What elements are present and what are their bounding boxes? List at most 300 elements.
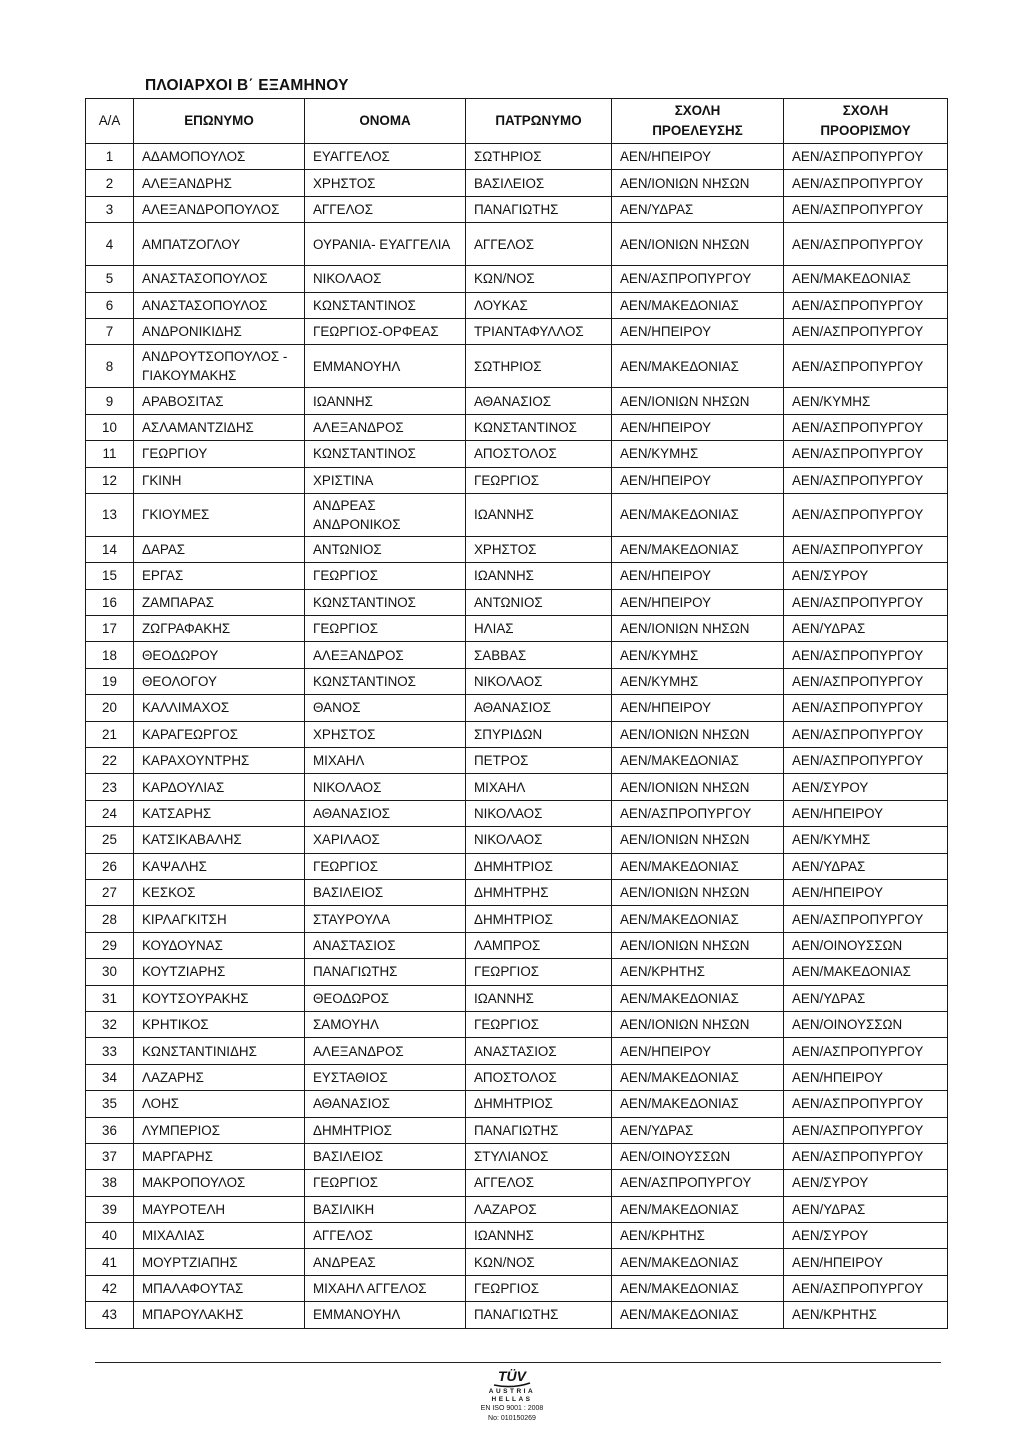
name-cell: ΑΝΑΣΤΑΣΙΟΣ	[305, 932, 466, 958]
row-number: 36	[86, 1117, 134, 1143]
surname-cell: ΑΝΔΡΟΥΤΣΟΠΟΥΛΟΣ - ΓΙΑΚΟΥΜΑΚΗΣ	[134, 345, 305, 388]
row-number: 23	[86, 774, 134, 800]
name-cell: ΓΕΩΡΓΙΟΣ	[305, 563, 466, 589]
name-cell: ΚΩΝΣΤΑΝΤΙΝΟΣ	[305, 668, 466, 694]
father-name-cell: ΑΘΑΝΑΣΙΟΣ	[466, 388, 612, 414]
father-name-cell: ΔΗΜΗΤΡΙΟΣ	[466, 853, 612, 879]
destination-school-cell: ΑΕΝ/ΚΡΗΤΗΣ	[784, 1302, 948, 1328]
father-name-cell: ΚΩΝ/ΝΟΣ	[466, 266, 612, 292]
row-number: 22	[86, 748, 134, 774]
father-name-cell: ΗΛΙΑΣ	[466, 616, 612, 642]
table-row	[86, 318, 948, 344]
students-table	[85, 98, 948, 1329]
col-header-surname: ΕΠΩΝΥΜΟ	[134, 99, 305, 144]
brand-line-hellas: HELLAS	[491, 1396, 533, 1403]
origin-school-cell: ΑΕΝ/ΙΟΝΙΩΝ ΝΗΣΩΝ	[612, 1011, 784, 1037]
col-header-father: ΠΑΤΡΩΝΥΜΟ	[466, 99, 612, 144]
origin-school-cell: ΑΕΝ/ΜΑΚΕΔΟΝΙΑΣ	[612, 853, 784, 879]
origin-school-cell: ΑΕΝ/ΚΡΗΤΗΣ	[612, 959, 784, 985]
origin-school-cell: ΑΕΝ/ΜΑΚΕΔΟΝΙΑΣ	[612, 1091, 784, 1117]
destination-school-cell: ΑΕΝ/ΣΥΡΟΥ	[784, 1223, 948, 1249]
destination-school-cell: ΑΕΝ/ΥΔΡΑΣ	[784, 985, 948, 1011]
destination-school-cell: ΑΕΝ/ΑΣΠΡΟΠΥΡΓΟΥ	[784, 589, 948, 615]
row-number: 6	[86, 292, 134, 318]
father-name-cell: ΝΙΚΟΛΑΟΣ	[466, 668, 612, 694]
cert-standard: EN ISO 9001 : 2008	[480, 1405, 544, 1412]
father-name-cell: ΝΙΚΟΛΑΟΣ	[466, 827, 612, 853]
row-number: 10	[86, 414, 134, 440]
surname-cell: ΓΕΩΡΓΙΟΥ	[134, 441, 305, 467]
destination-school-cell: ΑΕΝ/ΗΠΕΙΡΟΥ	[784, 800, 948, 826]
table-row	[86, 414, 948, 440]
origin-school-cell: ΑΕΝ/ΙΟΝΙΩΝ ΝΗΣΩΝ	[612, 721, 784, 747]
row-number: 37	[86, 1143, 134, 1169]
row-number: 5	[86, 266, 134, 292]
name-cell: ΧΡΗΣΤΟΣ	[305, 721, 466, 747]
tuv-logo-icon	[488, 1368, 536, 1388]
father-name-cell: ΝΙΚΟΛΑΟΣ	[466, 800, 612, 826]
row-number: 19	[86, 668, 134, 694]
table-row	[86, 1170, 948, 1196]
father-name-cell: ΣΩΤΗΡΙΟΣ	[466, 144, 612, 170]
father-name-cell: ΠΑΝΑΓΙΩΤΗΣ	[466, 1117, 612, 1143]
row-number: 35	[86, 1091, 134, 1117]
col-header-name: ΟΝΟΜΑ	[305, 99, 466, 144]
name-cell: ΧΡΗΣΤΟΣ	[305, 170, 466, 196]
table-row	[86, 1302, 948, 1328]
row-number: 27	[86, 879, 134, 905]
father-name-cell: ΣΠΥΡΙΔΩΝ	[466, 721, 612, 747]
table-row	[86, 985, 948, 1011]
father-name-cell: ΑΘΑΝΑΣΙΟΣ	[466, 695, 612, 721]
destination-school-cell: ΑΕΝ/ΟΙΝΟΥΣΣΩΝ	[784, 932, 948, 958]
table-row	[86, 748, 948, 774]
destination-school-cell: ΑΕΝ/ΑΣΠΡΟΠΥΡΓΟΥ	[784, 441, 948, 467]
surname-cell: ΜΠΑΡΟΥΛΑΚΗΣ	[134, 1302, 305, 1328]
origin-school-cell: ΑΕΝ/ΑΣΠΡΟΠΥΡΓΟΥ	[612, 1170, 784, 1196]
origin-school-cell: ΑΕΝ/ΚΥΜΗΣ	[612, 441, 784, 467]
origin-school-cell: ΑΕΝ/ΚΥΜΗΣ	[612, 668, 784, 694]
surname-cell: ΖΩΓΡΑΦΑΚΗΣ	[134, 616, 305, 642]
surname-cell: ΘΕΟΔΩΡΟΥ	[134, 642, 305, 668]
father-name-cell: ΧΡΗΣΤΟΣ	[466, 536, 612, 562]
row-number: 20	[86, 695, 134, 721]
father-name-cell: ΒΑΣΙΛΕΙΟΣ	[466, 170, 612, 196]
father-name-cell: ΙΩΑΝΝΗΣ	[466, 563, 612, 589]
destination-school-cell: ΑΕΝ/ΑΣΠΡΟΠΥΡΓΟΥ	[784, 1275, 948, 1301]
table-row	[86, 642, 948, 668]
destination-school-cell: ΑΕΝ/ΑΣΠΡΟΠΥΡΓΟΥ	[784, 292, 948, 318]
name-cell: ΟΥΡΑΝΙΑ- ΕΥΑΓΓΕΛΙΑ	[305, 223, 466, 266]
row-number: 4	[86, 223, 134, 266]
destination-school-cell: ΑΕΝ/ΑΣΠΡΟΠΥΡΓΟΥ	[784, 1117, 948, 1143]
origin-school-cell: ΑΕΝ/ΜΑΚΕΔΟΝΙΑΣ	[612, 493, 784, 536]
name-cell: ΠΑΝΑΓΙΩΤΗΣ	[305, 959, 466, 985]
origin-school-cell: ΑΕΝ/ΙΟΝΙΩΝ ΝΗΣΩΝ	[612, 932, 784, 958]
name-cell: ΓΕΩΡΓΙΟΣ-ΟΡΦΕΑΣ	[305, 318, 466, 344]
destination-school-cell: ΑΕΝ/ΑΣΠΡΟΠΥΡΓΟΥ	[784, 721, 948, 747]
destination-school-cell: ΑΕΝ/ΑΣΠΡΟΠΥΡΓΟΥ	[784, 748, 948, 774]
origin-school-cell: ΑΕΝ/ΙΟΝΙΩΝ ΝΗΣΩΝ	[612, 223, 784, 266]
destination-school-cell: ΑΕΝ/ΑΣΠΡΟΠΥΡΓΟΥ	[784, 493, 948, 536]
table-row	[86, 1091, 948, 1117]
col-header-origin	[612, 99, 784, 144]
name-cell: ΑΝΔΡΕΑΣ	[305, 1249, 466, 1275]
name-cell: ΑΘΑΝΑΣΙΟΣ	[305, 800, 466, 826]
surname-cell: ΓΚΙΝΗ	[134, 467, 305, 493]
name-cell: ΝΙΚΟΛΑΟΣ	[305, 774, 466, 800]
table-row	[86, 1011, 948, 1037]
table-row	[86, 668, 948, 694]
surname-cell: ΘΕΟΛΟΓΟΥ	[134, 668, 305, 694]
surname-cell: ΜΑΡΓΑΡΗΣ	[134, 1143, 305, 1169]
row-number: 28	[86, 906, 134, 932]
father-name-cell: ΓΕΩΡΓΙΟΣ	[466, 467, 612, 493]
origin-school-cell: ΑΕΝ/ΜΑΚΕΔΟΝΙΑΣ	[612, 1302, 784, 1328]
father-name-cell: ΙΩΑΝΝΗΣ	[466, 1223, 612, 1249]
row-number: 9	[86, 388, 134, 414]
father-name-cell: ΙΩΑΝΝΗΣ	[466, 985, 612, 1011]
surname-cell: ΚΟΥΤΣΟΥΡΑΚΗΣ	[134, 985, 305, 1011]
name-cell: ΑΛΕΞΑΝΔΡΟΣ	[305, 642, 466, 668]
row-number: 30	[86, 959, 134, 985]
row-number: 24	[86, 800, 134, 826]
table-row	[86, 170, 948, 196]
table-row	[86, 441, 948, 467]
origin-school-cell: ΑΕΝ/ΥΔΡΑΣ	[612, 196, 784, 222]
origin-school-cell: ΑΕΝ/ΜΑΚΕΔΟΝΙΑΣ	[612, 292, 784, 318]
name-cell: ΕΥΣΤΑΘΙΟΣ	[305, 1064, 466, 1090]
destination-school-cell: ΑΕΝ/ΥΔΡΑΣ	[784, 616, 948, 642]
row-number: 17	[86, 616, 134, 642]
surname-cell: ΚΙΡΛΑΓΚΙΤΣΗ	[134, 906, 305, 932]
name-cell: ΕΥΑΓΓΕΛΟΣ	[305, 144, 466, 170]
destination-school-cell: ΑΕΝ/ΑΣΠΡΟΠΥΡΓΟΥ	[784, 1038, 948, 1064]
origin-school-cell: ΑΕΝ/ΜΑΚΕΔΟΝΙΑΣ	[612, 985, 784, 1011]
origin-school-cell: ΑΕΝ/ΚΡΗΤΗΣ	[612, 1223, 784, 1249]
row-number: 29	[86, 932, 134, 958]
father-name-cell: ΔΗΜΗΤΡΙΟΣ	[466, 1091, 612, 1117]
origin-school-cell: ΑΕΝ/ΑΣΠΡΟΠΥΡΓΟΥ	[612, 266, 784, 292]
father-name-cell: ΚΩΝ/ΝΟΣ	[466, 1249, 612, 1275]
destination-school-cell: ΑΕΝ/ΟΙΝΟΥΣΣΩΝ	[784, 1011, 948, 1037]
row-number: 42	[86, 1275, 134, 1301]
father-name-cell: ΑΓΓΕΛΟΣ	[466, 223, 612, 266]
origin-school-cell: ΑΕΝ/ΗΠΕΙΡΟΥ	[612, 414, 784, 440]
surname-cell: ΑΛΕΞΑΝΔΡΗΣ	[134, 170, 305, 196]
name-cell: ΙΩΑΝΝΗΣ	[305, 388, 466, 414]
origin-school-cell: ΑΕΝ/ΙΟΝΙΩΝ ΝΗΣΩΝ	[612, 879, 784, 905]
surname-cell: ΚΑΛΛΙΜΑΧΟΣ	[134, 695, 305, 721]
table-row	[86, 345, 948, 388]
surname-cell: ΚΕΣΚΟΣ	[134, 879, 305, 905]
tuv-logo-text: TÜV	[498, 1368, 526, 1384]
origin-school-cell: ΑΕΝ/ΜΑΚΕΔΟΝΙΑΣ	[612, 1275, 784, 1301]
table-row	[86, 1064, 948, 1090]
row-number: 18	[86, 642, 134, 668]
col-header-destination	[784, 99, 948, 144]
row-number: 39	[86, 1196, 134, 1222]
row-number: 3	[86, 196, 134, 222]
name-cell: ΑΝΔΡΕΑΣ ΑΝΔΡΟΝΙΚΟΣ	[305, 493, 466, 536]
col-header-destination-line2: ΠΡΟΟΡΙΣΜΟΥ	[820, 123, 911, 138]
footer-divider	[95, 1362, 941, 1363]
surname-cell: ΚΑΤΣΑΡΗΣ	[134, 800, 305, 826]
footer-certification	[462, 1368, 562, 1424]
col-header-destination-line1: ΣΧΟΛΗ	[842, 103, 889, 118]
row-number: 13	[86, 493, 134, 536]
father-name-cell: ΣΤΥΛΙΑΝΟΣ	[466, 1143, 612, 1169]
destination-school-cell: ΑΕΝ/ΑΣΠΡΟΠΥΡΓΟΥ	[784, 642, 948, 668]
surname-cell: ΚΑΤΣΙΚΑΒΑΛΗΣ	[134, 827, 305, 853]
table-row	[86, 1223, 948, 1249]
surname-cell: ΑΡΑΒΟΣΙΤΑΣ	[134, 388, 305, 414]
father-name-cell: ΔΗΜΗΤΡΙΟΣ	[466, 906, 612, 932]
destination-school-cell: ΑΕΝ/ΑΣΠΡΟΠΥΡΓΟΥ	[784, 144, 948, 170]
table-row	[86, 1038, 948, 1064]
destination-school-cell: ΑΕΝ/ΗΠΕΙΡΟΥ	[784, 879, 948, 905]
destination-school-cell: ΑΕΝ/ΑΣΠΡΟΠΥΡΓΟΥ	[784, 668, 948, 694]
origin-school-cell: ΑΕΝ/ΟΙΝΟΥΣΣΩΝ	[612, 1143, 784, 1169]
destination-school-cell: ΑΕΝ/ΥΔΡΑΣ	[784, 1196, 948, 1222]
surname-cell: ΜΟΥΡΤΖΙΑΠΗΣ	[134, 1249, 305, 1275]
father-name-cell: ΛΑΖΑΡΟΣ	[466, 1196, 612, 1222]
origin-school-cell: ΑΕΝ/ΙΟΝΙΩΝ ΝΗΣΩΝ	[612, 170, 784, 196]
row-number: 2	[86, 170, 134, 196]
table-row	[86, 774, 948, 800]
surname-cell: ΜΙΧΑΛΙΑΣ	[134, 1223, 305, 1249]
name-cell: ΒΑΣΙΛΕΙΟΣ	[305, 1143, 466, 1169]
surname-cell: ΚΡΗΤΙΚΟΣ	[134, 1011, 305, 1037]
name-cell: ΜΙΧΑΗΛ ΑΓΓΕΛΟΣ	[305, 1275, 466, 1301]
name-cell: ΓΕΩΡΓΙΟΣ	[305, 1170, 466, 1196]
row-number: 1	[86, 144, 134, 170]
table-row	[86, 800, 948, 826]
table-row	[86, 1143, 948, 1169]
destination-school-cell: ΑΕΝ/ΥΔΡΑΣ	[784, 853, 948, 879]
destination-school-cell: ΑΕΝ/ΜΑΚΕΔΟΝΙΑΣ	[784, 266, 948, 292]
origin-school-cell: ΑΕΝ/ΗΠΕΙΡΟΥ	[612, 318, 784, 344]
name-cell: ΝΙΚΟΛΑΟΣ	[305, 266, 466, 292]
destination-school-cell: ΑΕΝ/ΣΥΡΟΥ	[784, 1170, 948, 1196]
father-name-cell: ΣΩΤΗΡΙΟΣ	[466, 345, 612, 388]
name-cell: ΧΡΙΣΤΙΝΑ	[305, 467, 466, 493]
destination-school-cell: ΑΕΝ/ΑΣΠΡΟΠΥΡΓΟΥ	[784, 906, 948, 932]
table-row	[86, 879, 948, 905]
origin-school-cell: ΑΕΝ/ΙΟΝΙΩΝ ΝΗΣΩΝ	[612, 774, 784, 800]
name-cell: ΒΑΣΙΛΕΙΟΣ	[305, 879, 466, 905]
destination-school-cell: ΑΕΝ/ΣΥΡΟΥ	[784, 774, 948, 800]
table-row	[86, 196, 948, 222]
table-row	[86, 493, 948, 536]
row-number: 16	[86, 589, 134, 615]
surname-cell: ΑΔΑΜΟΠΟΥΛΟΣ	[134, 144, 305, 170]
table-row	[86, 223, 948, 266]
table-row	[86, 827, 948, 853]
row-number: 38	[86, 1170, 134, 1196]
name-cell: ΒΑΣΙΛΙΚΗ	[305, 1196, 466, 1222]
table-row	[86, 1275, 948, 1301]
father-name-cell: ΚΩΝΣΤΑΝΤΙΝΟΣ	[466, 414, 612, 440]
destination-school-cell: ΑΕΝ/ΑΣΠΡΟΠΥΡΓΟΥ	[784, 1143, 948, 1169]
surname-cell: ΑΝΑΣΤΑΣΟΠΟΥΛΟΣ	[134, 266, 305, 292]
name-cell: ΓΕΩΡΓΙΟΣ	[305, 616, 466, 642]
row-number: 41	[86, 1249, 134, 1275]
table-row	[86, 536, 948, 562]
row-number: 21	[86, 721, 134, 747]
father-name-cell: ΤΡΙΑΝΤΑΦΥΛΛΟΣ	[466, 318, 612, 344]
name-cell: ΧΑΡΙΛΑΟΣ	[305, 827, 466, 853]
origin-school-cell: ΑΕΝ/ΜΑΚΕΔΟΝΙΑΣ	[612, 1249, 784, 1275]
row-number: 12	[86, 467, 134, 493]
surname-cell: ΓΚΙΟΥΜΕΣ	[134, 493, 305, 536]
table-header-row	[86, 99, 948, 144]
father-name-cell: ΑΠΟΣΤΟΛΟΣ	[466, 1064, 612, 1090]
name-cell: ΑΘΑΝΑΣΙΟΣ	[305, 1091, 466, 1117]
name-cell: ΓΕΩΡΓΙΟΣ	[305, 853, 466, 879]
surname-cell: ΑΜΠΑΤΖΟΓΛΟΥ	[134, 223, 305, 266]
destination-school-cell: ΑΕΝ/ΚΥΜΗΣ	[784, 827, 948, 853]
col-header-origin-line1: ΣΧΟΛΗ	[674, 103, 721, 118]
destination-school-cell: ΑΕΝ/ΜΑΚΕΔΟΝΙΑΣ	[784, 959, 948, 985]
surname-cell: ΑΣΛΑΜΑΝΤΖΙΔΗΣ	[134, 414, 305, 440]
surname-cell: ΜΠΑΛΑΦΟΥΤΑΣ	[134, 1275, 305, 1301]
table-row	[86, 959, 948, 985]
origin-school-cell: ΑΕΝ/ΗΠΕΙΡΟΥ	[612, 144, 784, 170]
destination-school-cell: ΑΕΝ/ΑΣΠΡΟΠΥΡΓΟΥ	[784, 695, 948, 721]
surname-cell: ΚΑΡΑΧΟΥΝΤΡΗΣ	[134, 748, 305, 774]
destination-school-cell: ΑΕΝ/ΑΣΠΡΟΠΥΡΓΟΥ	[784, 170, 948, 196]
row-number: 25	[86, 827, 134, 853]
destination-school-cell: ΑΕΝ/ΑΣΠΡΟΠΥΡΓΟΥ	[784, 345, 948, 388]
table-row	[86, 906, 948, 932]
surname-cell: ΛΥΜΠΕΡΙΟΣ	[134, 1117, 305, 1143]
destination-school-cell: ΑΕΝ/ΑΣΠΡΟΠΥΡΓΟΥ	[784, 196, 948, 222]
father-name-cell: ΑΠΟΣΤΟΛΟΣ	[466, 441, 612, 467]
name-cell: ΣΑΜΟΥΗΛ	[305, 1011, 466, 1037]
destination-school-cell: ΑΕΝ/ΑΣΠΡΟΠΥΡΓΟΥ	[784, 1091, 948, 1117]
table-row	[86, 266, 948, 292]
origin-school-cell: ΑΕΝ/ΥΔΡΑΣ	[612, 1117, 784, 1143]
table-row	[86, 292, 948, 318]
brand-line-austria: AUSTRIA	[488, 1388, 536, 1395]
father-name-cell: ΛΑΜΠΡΟΣ	[466, 932, 612, 958]
origin-school-cell: ΑΕΝ/ΜΑΚΕΔΟΝΙΑΣ	[612, 536, 784, 562]
destination-school-cell: ΑΕΝ/ΑΣΠΡΟΠΥΡΓΟΥ	[784, 318, 948, 344]
father-name-cell: ΠΑΝΑΓΙΩΤΗΣ	[466, 1302, 612, 1328]
table-row	[86, 853, 948, 879]
col-header-origin-line2: ΠΡΟΕΛΕΥΣΗΣ	[652, 123, 743, 138]
father-name-cell: ΓΕΩΡΓΙΟΣ	[466, 1275, 612, 1301]
surname-cell: ΑΝΑΣΤΑΣΟΠΟΥΛΟΣ	[134, 292, 305, 318]
father-name-cell: ΓΕΩΡΓΙΟΣ	[466, 959, 612, 985]
name-cell: ΔΗΜΗΤΡΙΟΣ	[305, 1117, 466, 1143]
row-number: 40	[86, 1223, 134, 1249]
name-cell: ΑΝΤΩΝΙΟΣ	[305, 536, 466, 562]
father-name-cell: ΛΟΥΚΑΣ	[466, 292, 612, 318]
table-row	[86, 144, 948, 170]
name-cell: ΑΓΓΕΛΟΣ	[305, 1223, 466, 1249]
row-number: 14	[86, 536, 134, 562]
surname-cell: ΚΟΥΤΖΙΑΡΗΣ	[134, 959, 305, 985]
origin-school-cell: ΑΕΝ/ΜΑΚΕΔΟΝΙΑΣ	[612, 1064, 784, 1090]
destination-school-cell: ΑΕΝ/ΑΣΠΡΟΠΥΡΓΟΥ	[784, 467, 948, 493]
surname-cell: ΜΑΥΡΟΤΕΛΗ	[134, 1196, 305, 1222]
table-row	[86, 467, 948, 493]
origin-school-cell: ΑΕΝ/ΗΠΕΙΡΟΥ	[612, 1038, 784, 1064]
surname-cell: ΚΩΝΣΤΑΝΤΙΝΙΔΗΣ	[134, 1038, 305, 1064]
surname-cell: ΔΑΡΑΣ	[134, 536, 305, 562]
surname-cell: ΛΟΗΣ	[134, 1091, 305, 1117]
surname-cell: ΕΡΓΑΣ	[134, 563, 305, 589]
surname-cell: ΑΝΔΡΟΝΙΚΙΔΗΣ	[134, 318, 305, 344]
name-cell: ΚΩΝΣΤΑΝΤΙΝΟΣ	[305, 441, 466, 467]
father-name-cell: ΜΙΧΑΗΛ	[466, 774, 612, 800]
origin-school-cell: ΑΕΝ/ΗΠΕΙΡΟΥ	[612, 695, 784, 721]
name-cell: ΜΙΧΑΗΛ	[305, 748, 466, 774]
origin-school-cell: ΑΕΝ/ΙΟΝΙΩΝ ΝΗΣΩΝ	[612, 616, 784, 642]
table-row	[86, 1249, 948, 1275]
father-name-cell: ΓΕΩΡΓΙΟΣ	[466, 1011, 612, 1037]
row-number: 11	[86, 441, 134, 467]
table-row	[86, 563, 948, 589]
origin-school-cell: ΑΕΝ/ΜΑΚΕΔΟΝΙΑΣ	[612, 345, 784, 388]
row-number: 7	[86, 318, 134, 344]
row-number: 26	[86, 853, 134, 879]
name-cell: ΘΕΟΔΩΡΟΣ	[305, 985, 466, 1011]
origin-school-cell: ΑΕΝ/ΙΟΝΙΩΝ ΝΗΣΩΝ	[612, 388, 784, 414]
father-name-cell: ΣΑΒΒΑΣ	[466, 642, 612, 668]
table-row	[86, 1117, 948, 1143]
table-row	[86, 1196, 948, 1222]
row-number: 31	[86, 985, 134, 1011]
col-header-aa: Α/Α	[86, 99, 134, 144]
father-name-cell: ΔΗΜΗΤΡΗΣ	[466, 879, 612, 905]
destination-school-cell: ΑΕΝ/ΑΣΠΡΟΠΥΡΓΟΥ	[784, 223, 948, 266]
destination-school-cell: ΑΕΝ/ΑΣΠΡΟΠΥΡΓΟΥ	[784, 414, 948, 440]
father-name-cell: ΑΝΤΩΝΙΟΣ	[466, 589, 612, 615]
table-row	[86, 388, 948, 414]
table-row	[86, 616, 948, 642]
father-name-cell: ΠΕΤΡΟΣ	[466, 748, 612, 774]
row-number: 15	[86, 563, 134, 589]
origin-school-cell: ΑΕΝ/ΜΑΚΕΔΟΝΙΑΣ	[612, 748, 784, 774]
destination-school-cell: ΑΕΝ/ΗΠΕΙΡΟΥ	[784, 1064, 948, 1090]
name-cell: ΘΑΝΟΣ	[305, 695, 466, 721]
row-number: 32	[86, 1011, 134, 1037]
name-cell: ΚΩΝΣΤΑΝΤΙΝΟΣ	[305, 292, 466, 318]
destination-school-cell: ΑΕΝ/ΗΠΕΙΡΟΥ	[784, 1249, 948, 1275]
father-name-cell: ΙΩΑΝΝΗΣ	[466, 493, 612, 536]
father-name-cell: ΑΝΑΣΤΑΣΙΟΣ	[466, 1038, 612, 1064]
father-name-cell: ΠΑΝΑΓΙΩΤΗΣ	[466, 196, 612, 222]
origin-school-cell: ΑΕΝ/ΜΑΚΕΔΟΝΙΑΣ	[612, 1196, 784, 1222]
row-number: 8	[86, 345, 134, 388]
row-number: 34	[86, 1064, 134, 1090]
origin-school-cell: ΑΕΝ/ΜΑΚΕΔΟΝΙΑΣ	[612, 906, 784, 932]
name-cell: ΑΛΕΞΑΝΔΡΟΣ	[305, 1038, 466, 1064]
name-cell: ΑΓΓΕΛΟΣ	[305, 196, 466, 222]
surname-cell: ΚΟΥΔΟΥΝΑΣ	[134, 932, 305, 958]
origin-school-cell: ΑΕΝ/ΚΥΜΗΣ	[612, 642, 784, 668]
page-title: ΠΛΟΙΑΡΧΟΙ Β΄ ΕΞΑΜΗΝΟΥ	[145, 77, 349, 94]
surname-cell: ΚΑΡΑΓΕΩΡΓΟΣ	[134, 721, 305, 747]
surname-cell: ΑΛΕΞΑΝΔΡΟΠΟΥΛΟΣ	[134, 196, 305, 222]
origin-school-cell: ΑΕΝ/ΗΠΕΙΡΟΥ	[612, 589, 784, 615]
row-number: 33	[86, 1038, 134, 1064]
table-row	[86, 695, 948, 721]
father-name-cell: ΑΓΓΕΛΟΣ	[466, 1170, 612, 1196]
